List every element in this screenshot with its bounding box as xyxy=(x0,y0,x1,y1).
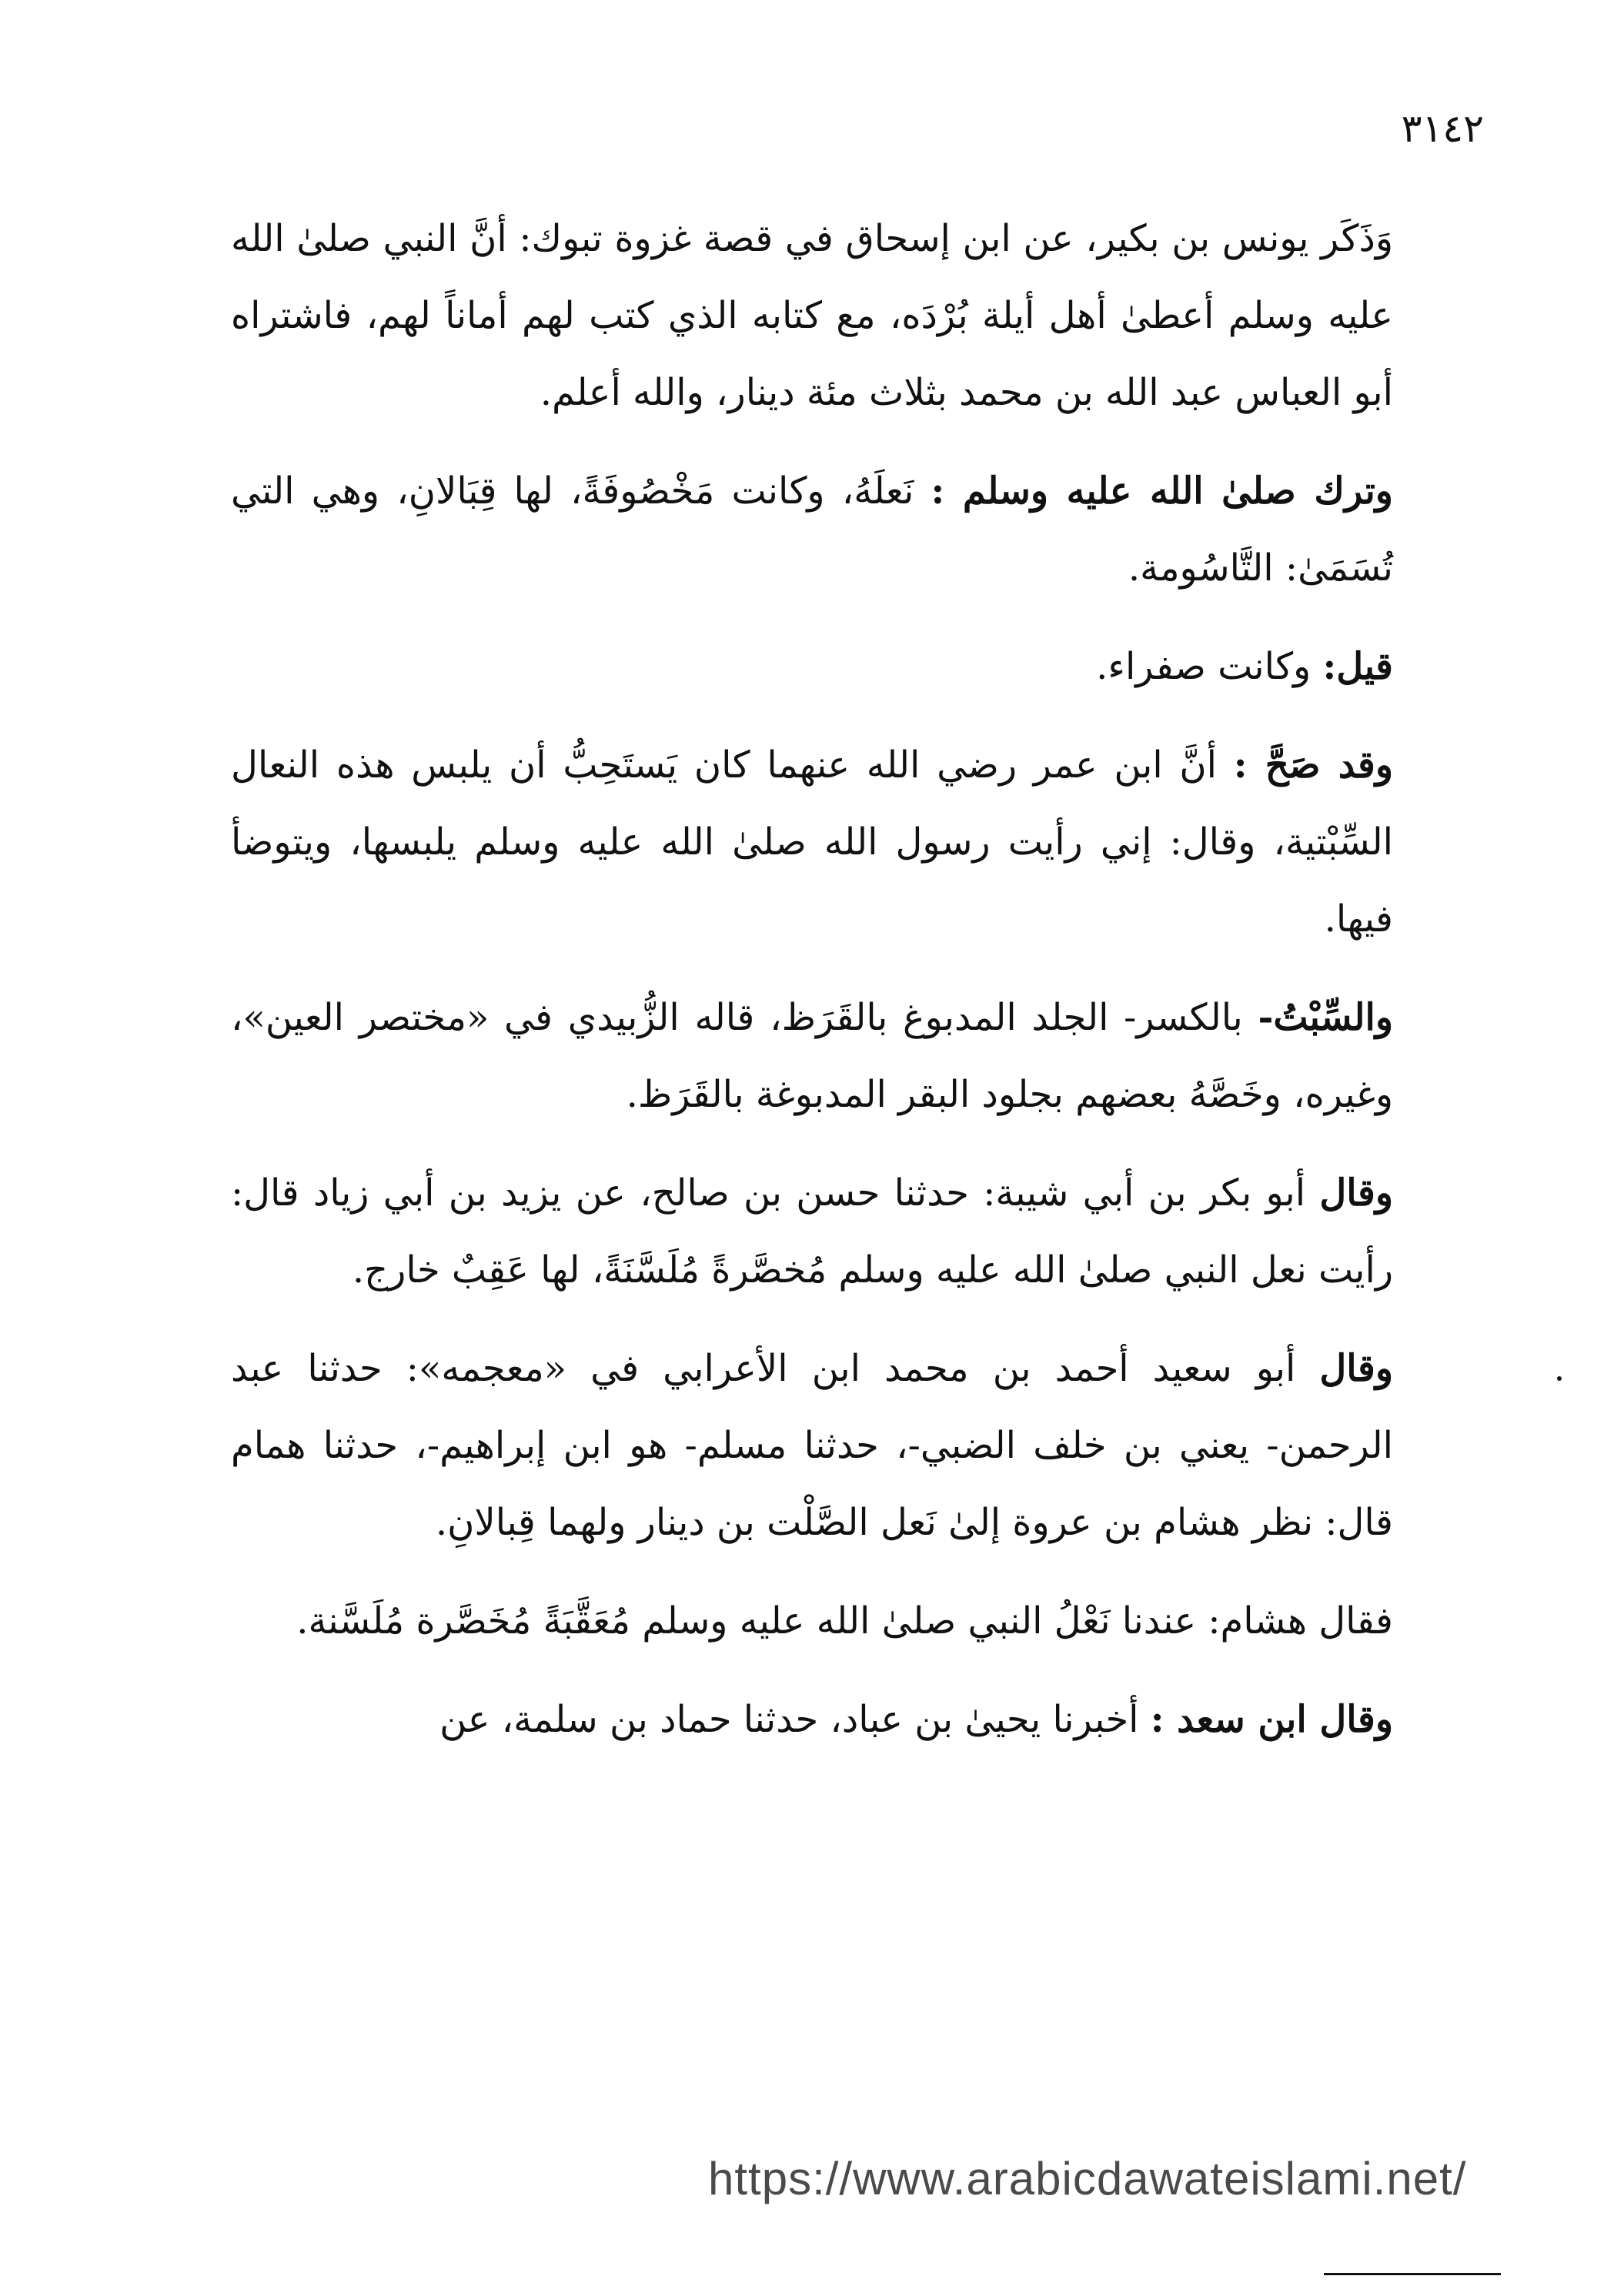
paragraph-2 xyxy=(231,453,1393,607)
paragraph-text: أنَّ ابن عمر رضي الله عنهما كان يَستَحِبُّ أن يلبس هذه النعال السِّبْتية، وقال: إني رأيت رسول الله صلىٰ الله عليه وسلم يلبسها، ويتوضأ فيها. xyxy=(231,744,1393,941)
paragraph-text: وكانت صفراء. xyxy=(1096,645,1312,688)
page-body xyxy=(231,200,1393,1780)
paragraph-8 xyxy=(231,1582,1393,1659)
paragraph-lead: والسِّبْتُ- xyxy=(1258,996,1393,1039)
page-number: ٣١٤٢ xyxy=(1401,106,1484,151)
paragraph-lead: قيل: xyxy=(1322,645,1393,688)
watermark-url: https://www.arabicdawateislami.net/ xyxy=(708,2153,1467,2204)
paragraph-text: أبو بكر بن أبي شيبة: حدثنا حسن بن صالح، عن يزيد بن أبي زياد قال: رأيت نعل النبي صلىٰ الله عليه وسلم مُخصَّرةً مُلَسَّنَةً، لها عَقِبٌ خارج. xyxy=(231,1171,1393,1292)
paragraph-lead: وقال ابن سعد : xyxy=(1150,1698,1393,1741)
paragraph-9 xyxy=(231,1681,1393,1758)
paragraph-text: وَذَكَر يونس بن بكير، عن ابن إسحاق في قصة غزوة تبوك: أنَّ النبي صلىٰ الله عليه وسلم أعطىٰ أهل أيلة بُرْدَه، مع كتابه الذي كتب لهم أماناً لهم، فاشتراه أبو العباس عبد الله بن محمد بثلاث مئة دينار، والله أعلم. xyxy=(231,217,1393,414)
margin-dot xyxy=(1557,1376,1562,1381)
paragraph-text: بالكسر- الجلد المدبوغ بالقَرَظ، قاله الزُّبيدي في «مختصر العين»، وغيره، وخَصَّهُ بعضهم بجلود البقر المدبوغة بالقَرَظ. xyxy=(231,996,1393,1116)
paragraph-lead: وقال xyxy=(1319,1171,1394,1215)
paragraph-lead: وقال xyxy=(1319,1347,1393,1390)
paragraph-1 xyxy=(231,200,1393,431)
paragraph-3 xyxy=(231,628,1393,705)
paragraph-4 xyxy=(231,727,1393,958)
paragraph-5 xyxy=(231,979,1393,1133)
paragraph-text: نَعلَهُ، وكانت مَخْصُوفَةً، لها قِبَالانِ، وهي التي تُسَمَىٰ: التَّاسُومة. xyxy=(231,470,1393,590)
bottom-rule xyxy=(1324,2273,1501,2275)
paragraph-lead: وترك صلىٰ الله عليه وسلم : xyxy=(931,470,1393,513)
paragraph-text: أبو سعيد أحمد بن محمد ابن الأعرابي في «معجمه»: حدثنا عبد الرحمن- يعني بن خلف الضبي-، حدثنا مسلم- هو ابن إبراهيم-، حدثنا همام قال: نظر هشام بن عروة إلىٰ نَعل الصَّلْت بن دينار ولهما قِبالانِ. xyxy=(231,1347,1393,1544)
paragraph-text: أخبرنا يحيىٰ بن عباد، حدثنا حماد بن سلمة، عن xyxy=(439,1698,1139,1741)
paragraph-6 xyxy=(231,1155,1393,1308)
paragraph-7 xyxy=(231,1330,1393,1561)
paragraph-text: فقال هشام: عندنا نَعْلُ النبي صلىٰ الله عليه وسلم مُعَقَّبَةً مُخَصَّرة مُلَسَّنة. xyxy=(296,1599,1393,1643)
paragraph-lead: وقد صَحَّ : xyxy=(1233,744,1394,787)
